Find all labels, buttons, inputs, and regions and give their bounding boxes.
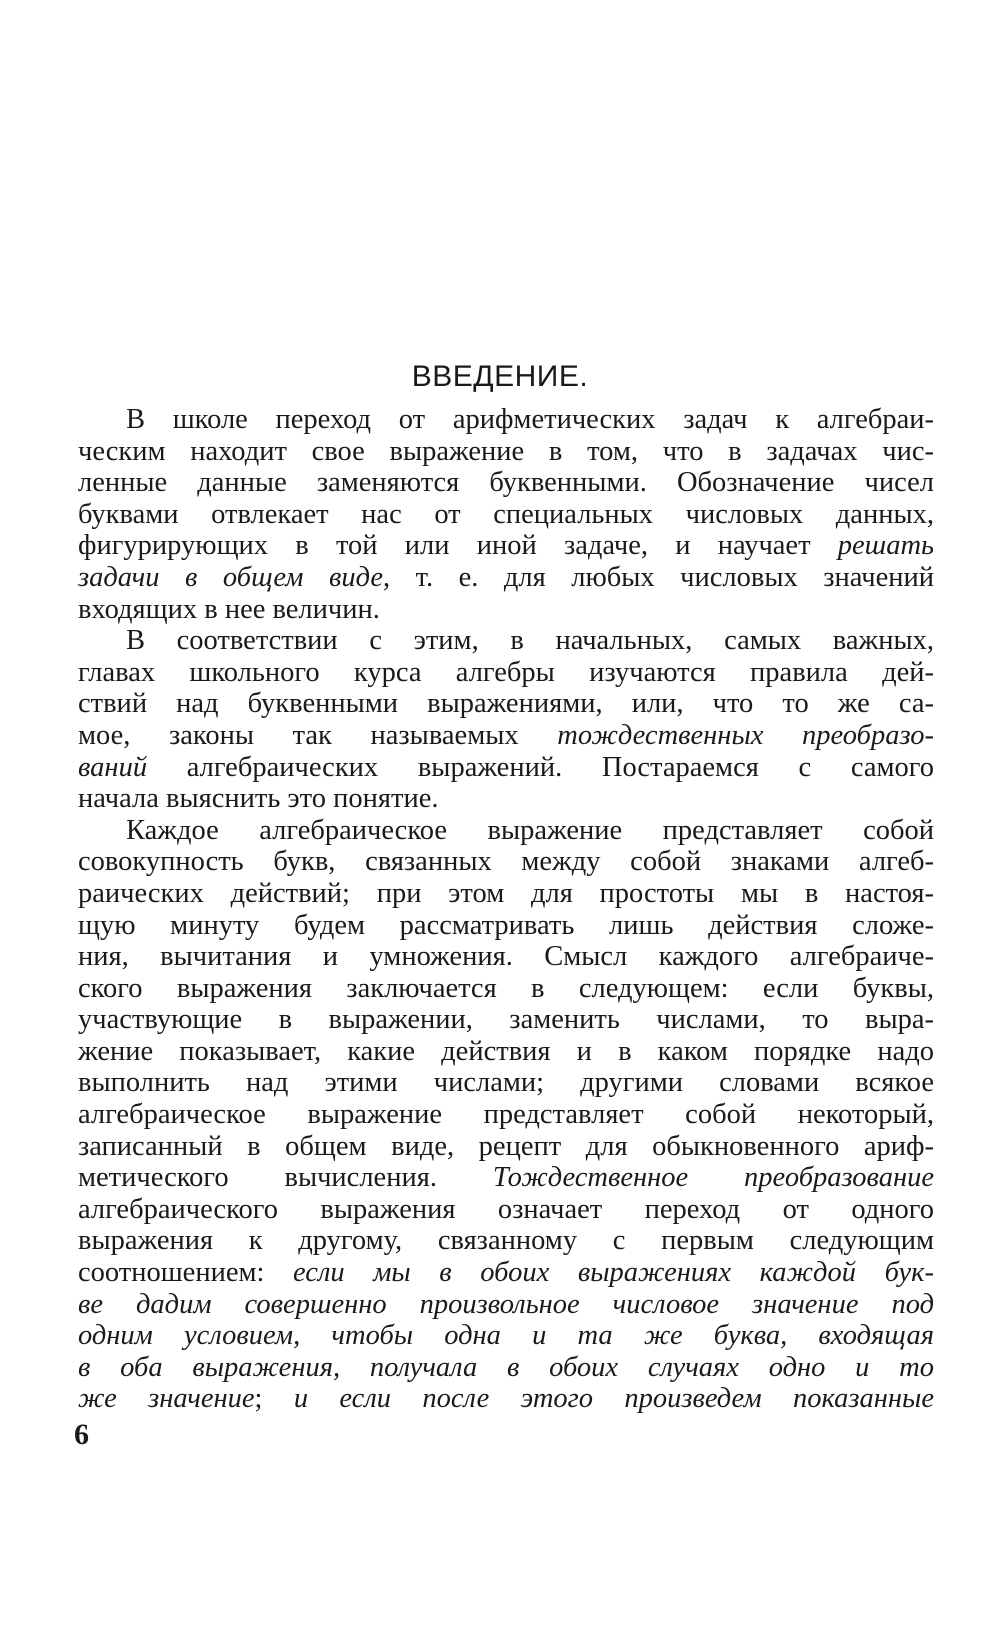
plain-text: щую минуту будем рассматривать лишь действия сложе- xyxy=(78,909,934,941)
plain-text: ленные данные заменяются буквенными. Обозначение чисел xyxy=(78,467,934,499)
plain-text: ского выражения заключается в следующем: если буквы, xyxy=(78,972,934,1004)
text-line xyxy=(78,1352,934,1384)
plain-text: раических действий; при этом для простоты мы в настоя- xyxy=(78,877,934,909)
text-line xyxy=(78,1036,934,1068)
italic-text: если мы в обоих выражениях каждой бук- xyxy=(293,1257,934,1289)
chapter-title: ВВЕДЕНИЕ. xyxy=(411,360,589,393)
plain-text: соотношением: xyxy=(78,1257,294,1289)
plain-text: В школе переход от арифметических задач к алгебраи- xyxy=(126,404,934,435)
italic-text: решать xyxy=(837,530,934,562)
text-line xyxy=(78,467,934,499)
italic-text: же значение xyxy=(78,1383,255,1415)
italic-text: ве дадим совершенно произвольное числовое значение под xyxy=(78,1288,934,1320)
italic-text: и если после этого произведем показанные xyxy=(293,1383,934,1415)
plain-text: главах школьного курса алгебры изучаются правила дей- xyxy=(78,656,934,688)
plain-text: выражения к другому, связанному с первым следующим xyxy=(78,1225,934,1257)
italic-text: в оба выражения, получала в обоих случаях одно и то xyxy=(78,1351,934,1383)
text-line xyxy=(78,1131,934,1163)
plain-text: записанный в общем виде, рецепт для обыкновенного ариф- xyxy=(78,1130,934,1162)
italic-text: ваний xyxy=(78,751,148,783)
text-line xyxy=(78,1194,934,1226)
text-line xyxy=(78,1162,934,1194)
text-line xyxy=(78,752,934,784)
text-line xyxy=(78,499,934,531)
text-line xyxy=(78,1257,934,1289)
plain-text: метического вычисления. xyxy=(78,1162,493,1194)
italic-text: тождественных преобразо- xyxy=(557,719,934,751)
text-line xyxy=(78,720,934,752)
text-line xyxy=(78,1067,934,1099)
italic-text: одним условием, чтобы одна и та же буква, входящая xyxy=(78,1320,934,1352)
text-line xyxy=(78,530,934,562)
plain-text: входящих в нее величин. xyxy=(78,593,380,625)
plain-text: Каждое алгебраическое выражение представляет собой xyxy=(126,814,934,846)
text-line xyxy=(78,594,934,626)
plain-text: , т. е. для любых числовых значений xyxy=(383,561,934,593)
text-line xyxy=(78,1099,934,1131)
plain-text: фигурирующих в той или иной задаче, и научает xyxy=(78,530,838,562)
text-line xyxy=(78,1383,934,1415)
text-line xyxy=(78,404,934,436)
text-line xyxy=(78,436,934,468)
text-line xyxy=(78,846,934,878)
text-line xyxy=(78,878,934,910)
plain-text: участвующие в выражении, заменить числами, то выра- xyxy=(78,1004,934,1036)
plain-text: ; xyxy=(254,1383,294,1415)
text-line xyxy=(78,657,934,689)
plain-text: совокупность букв, связанных между собой знаками алгеб- xyxy=(78,846,934,878)
plain-text: В соответствии с этим, в начальных, самых важных, xyxy=(126,625,934,657)
text-line xyxy=(78,1004,934,1036)
page-number: 6 xyxy=(74,1418,89,1451)
text-line xyxy=(78,941,934,973)
text-line xyxy=(78,688,934,720)
text-line xyxy=(78,973,934,1005)
text-line xyxy=(78,562,934,594)
text-line xyxy=(78,1225,934,1257)
plain-text: ческим находит свое выражение в том, что в задачах чис- xyxy=(78,435,934,467)
plain-text: буквами отвлекает нас от специальных числовых данных, xyxy=(78,498,934,530)
plain-text: алгебраическое выражение представляет собой некоторый, xyxy=(78,1099,934,1131)
plain-text: начала выяснить это понятие. xyxy=(78,783,439,815)
plain-text: ствий над буквенными выражениями, или, что то же са- xyxy=(78,688,934,720)
plain-text: ния, вычитания и умножения. Смысл каждого алгебраиче- xyxy=(78,941,934,973)
italic-text: задачи в общем виде xyxy=(78,561,384,593)
plain-text: жение показывает, какие действия и в каком порядке надо xyxy=(78,1035,934,1067)
plain-text: алгебраического выражения означает переход от одного xyxy=(78,1193,934,1225)
text-line xyxy=(78,910,934,942)
text-line xyxy=(78,625,934,657)
plain-text: выполнить над этими числами; другими словами всякое xyxy=(78,1067,934,1099)
plain-text: мое, законы так называемых xyxy=(78,719,558,751)
italic-text: Тождественное преобразование xyxy=(492,1162,934,1194)
text-line xyxy=(78,1289,934,1321)
plain-text: алгебраических выражений. Постараемся с самого xyxy=(147,751,934,783)
text-line xyxy=(78,815,934,847)
text-line xyxy=(78,1320,934,1352)
body-text xyxy=(78,404,934,1415)
text-line xyxy=(78,783,934,815)
